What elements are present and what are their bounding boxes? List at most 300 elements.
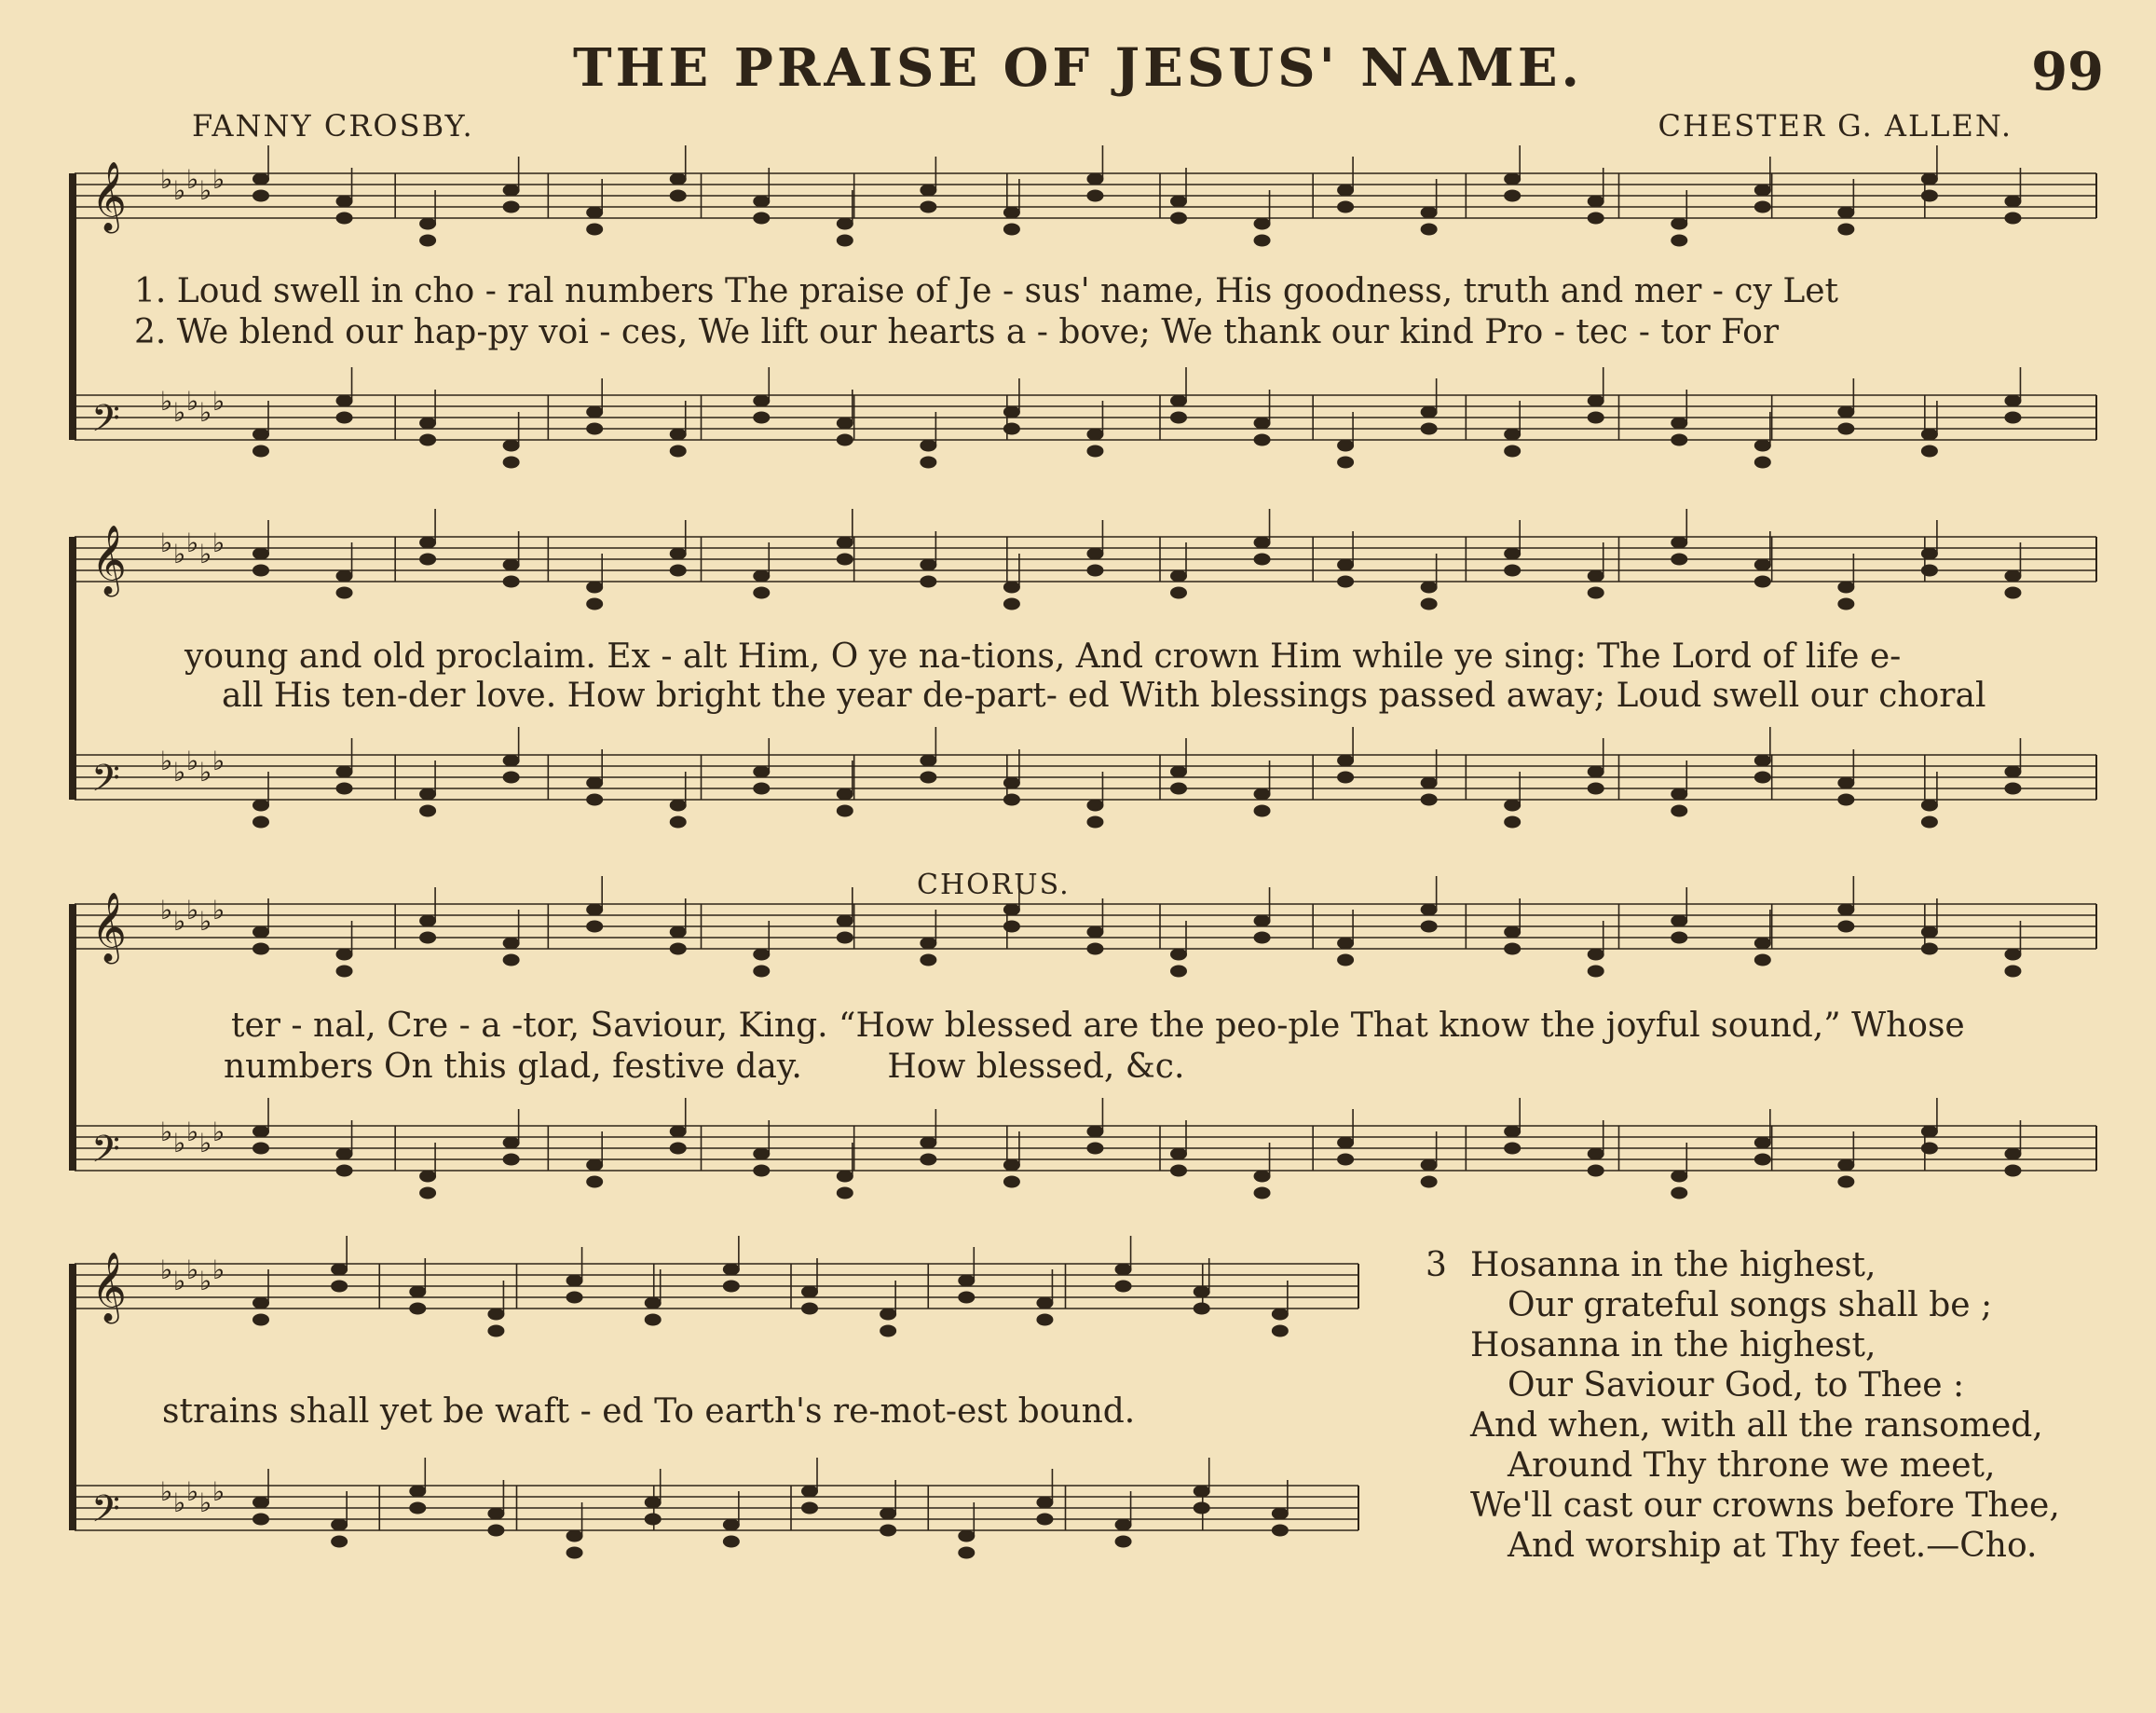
note-head [1254,805,1271,817]
note-head [1754,576,1771,588]
note-head [1504,173,1521,185]
note-head [1194,1303,1210,1315]
note-head [1421,1176,1438,1188]
note-head [487,1508,504,1520]
note-head [1337,755,1354,767]
note-head [1921,1143,1938,1155]
flat-sign: ♭ [186,1476,199,1507]
note-head [1086,943,1103,955]
note-head [753,783,770,795]
note-head [1086,800,1103,812]
note-head [252,1126,269,1138]
note-head [1086,1143,1103,1155]
note-head [1421,921,1438,933]
note-head [670,943,687,955]
note-head [252,1297,269,1309]
note-head [503,576,520,588]
note-head [801,1286,818,1298]
note-head [1272,1525,1289,1537]
note-head [487,1525,504,1537]
note-head [1504,565,1521,577]
note-head [1170,412,1187,424]
note-head [1337,1154,1354,1166]
note-head [1170,783,1187,795]
note-head [487,1309,504,1321]
flat-sign: ♭ [160,164,173,195]
note-head [837,1171,853,1183]
note-head [1754,1137,1771,1149]
note-head [336,395,353,407]
flat-sign: ♭ [186,164,199,195]
note-head [1272,1309,1289,1321]
note-head [1837,207,1854,219]
flat-sign: ♭ [160,746,173,776]
note-head [1337,938,1354,950]
note-head [2004,212,2021,225]
lyric-s3-verse1: ter - nal, Cre - a -tor, Saviour, King. “How blessed are the peo-ple That know the joyful sound,” Whose [231,1007,1965,1045]
note-head [1337,201,1354,213]
note-head [419,537,436,549]
note-head [645,1314,662,1326]
note-head [252,1497,269,1509]
note-head [2004,412,2021,424]
note-head [336,783,353,795]
note-head [1671,932,1687,944]
note-head [586,423,603,435]
note-head [566,1530,583,1542]
flat-sign: ♭ [212,1254,225,1285]
note-head [1588,1148,1604,1160]
note-head [1337,440,1354,452]
note-head [586,921,603,933]
note-head [1003,406,1020,418]
note-head [670,548,687,560]
treble-clef: 𝄞 [91,162,127,231]
note-head [1754,954,1771,966]
note-head [1003,598,1020,610]
note-head [645,1297,662,1309]
note-head [2004,1148,2021,1160]
flat-sign: ♭ [186,895,199,925]
note-head [1671,788,1687,801]
note-head [419,418,436,430]
note-head [1170,949,1187,961]
note-head [1272,1508,1289,1520]
note-head [419,1171,436,1183]
note-head [1036,1297,1053,1309]
note-head [1254,1171,1271,1183]
flat-sign: ♭ [212,746,225,776]
note-head [1086,173,1103,185]
verse-3-line: And worship at Thy feet.—Cho. [1508,1527,2038,1565]
note-head [252,1514,269,1526]
note-head [336,1165,353,1177]
note-head [336,196,353,208]
note-head [1921,816,1938,829]
note-head [1254,235,1271,247]
note-head [1837,921,1854,933]
note-head [837,218,853,230]
note-head [920,1137,936,1149]
note-head [1254,1187,1271,1199]
note-head [1003,423,1020,435]
note-head [837,1187,853,1199]
note-head [920,457,936,469]
note-head [252,445,269,458]
note-head [503,954,520,966]
note-head [1588,783,1604,795]
note-head [1671,218,1687,230]
note-head [1337,559,1354,571]
note-head [331,1264,348,1276]
lyric-s1-verse2: 2. We blend our hap-py voi - ces, We lift our hearts a - bove; We thank our kind Pro - tec - tor For [134,313,1780,351]
note-head [1671,915,1687,927]
note-head [670,190,687,202]
note-head [1754,772,1771,784]
note-head [252,429,269,441]
note-head [753,212,770,225]
note-head [1837,1176,1854,1188]
flat-sign: ♭ [212,528,225,558]
verse-3-line: We'll cast our crowns before Thee, [1470,1487,2060,1525]
note-head [1921,943,1938,955]
note-head [1254,554,1271,566]
note-head [1671,1187,1687,1199]
note-head [1504,943,1521,955]
note-head [1671,1171,1687,1183]
note-head [920,440,936,452]
note-head [2004,966,2021,978]
note-head [1194,1502,1210,1514]
note-head [2004,196,2021,208]
note-head [1036,1514,1053,1526]
page-number: 99 [2031,41,2104,103]
flat-sign: ♭ [199,757,212,788]
note-head [419,932,436,944]
note-head [1921,548,1938,560]
note-head [753,1148,770,1160]
note-head [336,570,353,582]
note-head [1421,777,1438,789]
note-head [566,1292,583,1304]
note-head [1837,423,1854,435]
note-head [1194,1486,1210,1498]
note-head [670,1126,687,1138]
note-head [336,1148,353,1160]
note-head [1837,582,1854,594]
note-head [336,766,353,778]
note-head [586,406,603,418]
note-head [723,1264,740,1276]
note-head [586,207,603,219]
note-head [1588,1165,1604,1177]
note-head [252,816,269,829]
flat-sign: ♭ [173,397,186,428]
note-head [837,418,853,430]
bass-clef: 𝄢 [91,1128,120,1180]
note-head [1115,1281,1132,1293]
note-head [252,173,269,185]
author-credit: FANNY CROSBY. [192,108,474,144]
note-head [920,185,936,197]
note-head [753,766,770,778]
note-head [2004,783,2021,795]
treble-clef: 𝄞 [91,893,127,962]
note-head [1337,772,1354,784]
note-head [1421,406,1438,418]
flat-sign: ♭ [186,1117,199,1147]
note-head [670,800,687,812]
note-head [837,915,853,927]
note-head [252,943,269,955]
note-head [837,434,853,446]
note-head [419,218,436,230]
flat-sign: ♭ [212,386,225,417]
note-head [419,434,436,446]
note-head [409,1486,426,1498]
lyric-s2-verse2: all His ten-der love. How bright the year de-part- ed With blessings passed away; Loud swell our choral [222,677,1986,715]
note-head [503,772,520,784]
flat-sign: ♭ [173,539,186,569]
note-head [1003,904,1020,916]
note-head [723,1536,740,1548]
note-head [586,224,603,236]
system-brace [69,173,76,440]
note-head [1754,185,1771,197]
note-head [419,788,436,801]
note-head [1671,805,1687,817]
note-head [1254,434,1271,446]
note-head [837,932,853,944]
flat-sign: ♭ [160,386,173,417]
note-head [920,938,936,950]
note-head [336,587,353,599]
note-head [2004,587,2021,599]
lyric-s3-verse2: numbers On this glad, festive day. How blessed, &c. [224,1048,1185,1086]
note-head [801,1486,818,1498]
composer-credit: CHESTER G. ALLEN. [1658,108,2013,144]
note-head [958,1547,975,1559]
note-head [920,954,936,966]
note-head [837,805,853,817]
note-head [419,805,436,817]
note-head [1754,559,1771,571]
note-head [1588,570,1604,582]
flat-sign: ♭ [173,1266,186,1296]
note-head [753,570,770,582]
verse-3-line: Hosanna in the highest, [1470,1326,1876,1364]
verse-3-number: 3 [1426,1246,1447,1284]
note-head [586,794,603,806]
note-head [586,582,603,594]
flat-sign: ♭ [160,528,173,558]
verse-3-line: Our Saviour God, to Thee : [1508,1366,1965,1405]
flat-sign: ♭ [212,164,225,195]
note-head [503,201,520,213]
flat-sign: ♭ [186,746,199,776]
note-head [503,185,520,197]
note-head [1504,926,1521,939]
flat-sign: ♭ [173,757,186,788]
bass-clef: 𝄢 [91,1487,120,1540]
note-head [1086,445,1103,458]
chorus-label: CHORUS. [917,869,1071,901]
note-head [1003,921,1020,933]
flat-sign: ♭ [212,1117,225,1147]
note-head [753,1165,770,1177]
note-head [2004,1165,2021,1177]
note-head [1504,548,1521,560]
note-head [1588,395,1604,407]
note-head [1337,576,1354,588]
note-head [837,788,853,801]
note-head [920,201,936,213]
note-head [2004,766,2021,778]
note-head [753,949,770,961]
system-brace [69,1264,76,1530]
note-head [1170,395,1187,407]
system-brace [69,537,76,800]
note-head [1671,418,1687,430]
flat-sign: ♭ [186,386,199,417]
flat-sign: ♭ [186,1254,199,1285]
note-head [1086,816,1103,829]
note-head [1421,1159,1438,1172]
note-head [1003,224,1020,236]
flat-sign: ♭ [199,397,212,428]
note-head [409,1502,426,1514]
verse-3-line: Hosanna in the highest, [1470,1246,1876,1284]
flat-sign: ♭ [199,539,212,569]
note-head [1504,816,1521,829]
flat-sign: ♭ [173,1128,186,1158]
note-head [252,1143,269,1155]
note-head [670,565,687,577]
note-head [670,173,687,185]
note-head [1837,406,1854,418]
note-head [1921,926,1938,939]
note-head [566,1275,583,1287]
note-head [1921,445,1938,458]
note-head [2004,949,2021,961]
note-head [753,395,770,407]
note-head [1921,800,1938,812]
verse-3-line: Around Thy throne we meet, [1508,1446,1996,1485]
note-head [2004,395,2021,407]
note-head [958,1275,975,1287]
note-head [920,1154,936,1166]
flat-sign: ♭ [160,1254,173,1285]
note-head [487,1325,504,1337]
note-head [1115,1536,1132,1548]
note-head [880,1325,896,1337]
flat-sign: ♭ [212,895,225,925]
note-head [503,440,520,452]
note-head [1254,915,1271,927]
note-head [920,559,936,571]
note-head [1086,565,1103,577]
note-head [1254,218,1271,230]
note-head [1421,207,1438,219]
flat-sign: ♭ [160,1117,173,1147]
note-head [2004,570,2021,582]
note-head [837,554,853,566]
note-head [1754,457,1771,469]
flat-sign: ♭ [199,175,212,206]
note-head [1254,418,1271,430]
note-head [670,445,687,458]
note-head [252,800,269,812]
note-head [503,938,520,950]
note-head [503,1137,520,1149]
note-head [1754,201,1771,213]
note-head [1086,429,1103,441]
treble-clef: 𝄞 [91,1253,127,1322]
note-head [753,587,770,599]
note-head [419,235,436,247]
note-head [336,212,353,225]
flat-sign: ♭ [186,528,199,558]
note-head [1003,582,1020,594]
note-head [503,457,520,469]
treble-clef: 𝄞 [91,526,127,595]
note-head [409,1286,426,1298]
note-head [566,1547,583,1559]
note-head [920,576,936,588]
verse-3-stanza [1426,1245,2060,1566]
hymn-title: THE PRAISE OF JESUS' NAME. [572,37,1584,99]
note-head [1086,1126,1103,1138]
note-head [1086,548,1103,560]
note-head [753,196,770,208]
note-head [1504,1143,1521,1155]
note-head [1921,565,1938,577]
note-head [1086,190,1103,202]
note-head [1588,949,1604,961]
note-head [1588,212,1604,225]
note-head [1837,777,1854,789]
note-head [1837,224,1854,236]
note-head [1170,212,1187,225]
note-head [1837,1159,1854,1172]
note-head [1837,904,1854,916]
bass-clef: 𝄢 [91,757,120,809]
note-head [1671,434,1687,446]
system-brace [69,904,76,1171]
note-head [1003,794,1020,806]
note-head [645,1497,662,1509]
note-head [1421,224,1438,236]
note-head [723,1281,740,1293]
note-head [723,1519,740,1531]
note-head [670,429,687,441]
flat-sign: ♭ [173,175,186,206]
note-head [586,777,603,789]
note-head [1921,173,1938,185]
note-head [1421,598,1438,610]
flat-sign: ♭ [160,895,173,925]
note-head [1837,598,1854,610]
flat-sign: ♭ [173,906,186,937]
note-head [837,537,853,549]
note-head [419,1187,436,1199]
flat-sign: ♭ [173,1487,186,1518]
note-head [1170,570,1187,582]
note-head [586,598,603,610]
note-head [1003,207,1020,219]
note-head [1337,185,1354,197]
note-head [336,949,353,961]
